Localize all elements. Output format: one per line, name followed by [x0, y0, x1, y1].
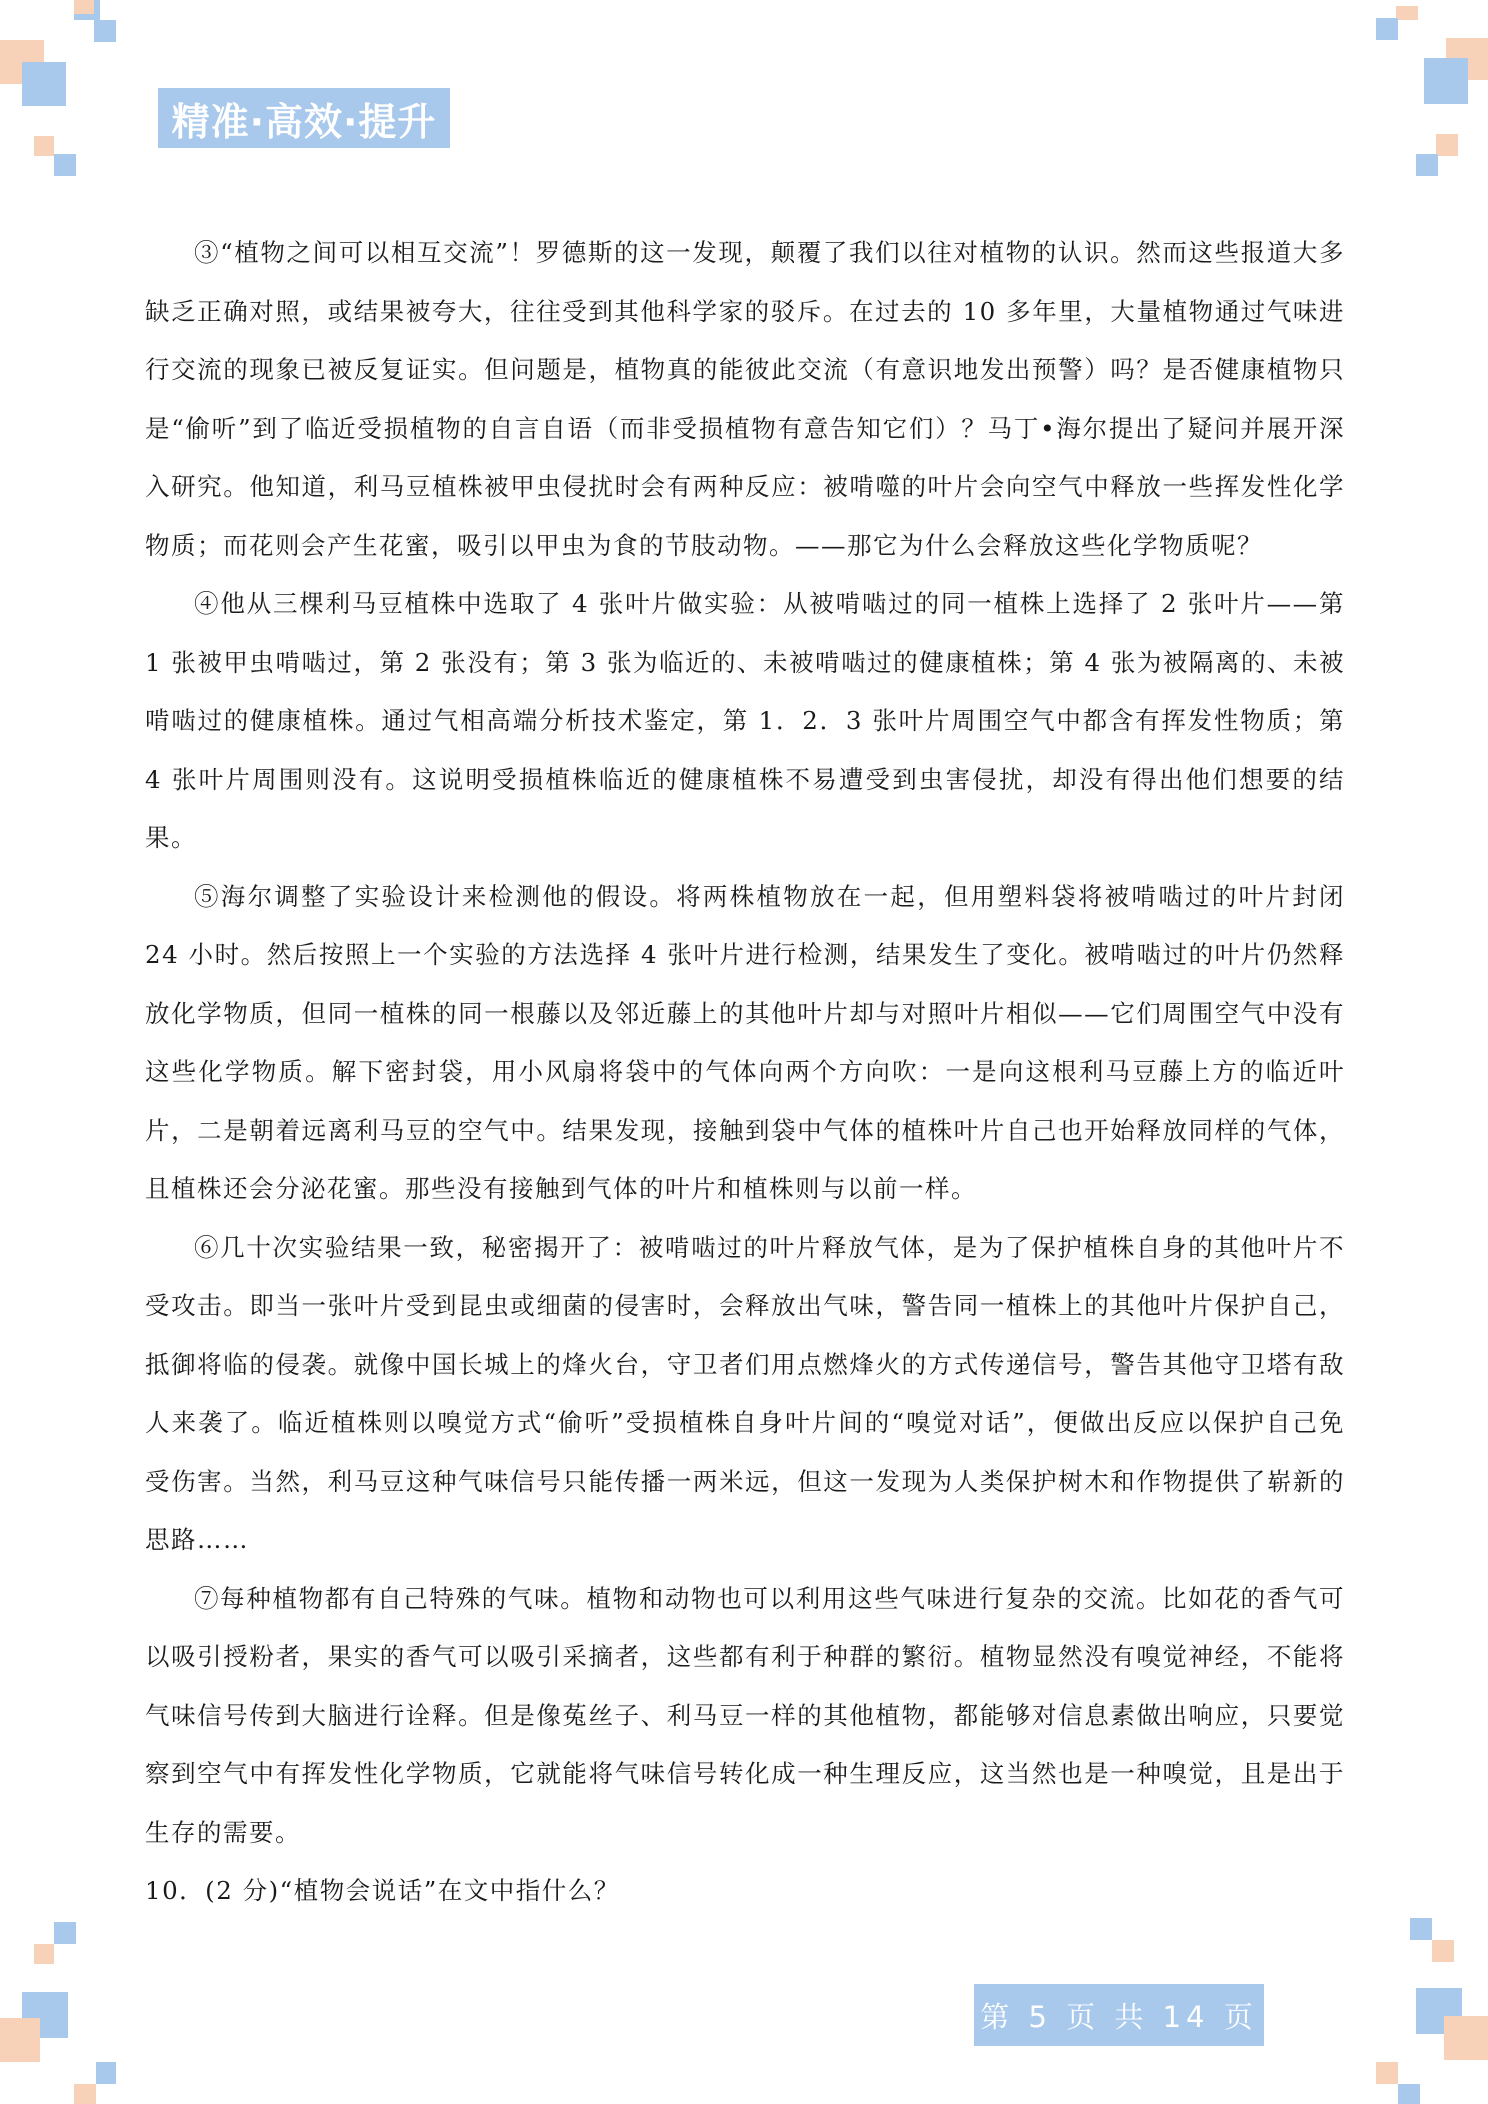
decor-square [1432, 1940, 1454, 1962]
header-banner-text: 精准·高效·提升 [171, 99, 437, 144]
decor-square [1410, 1918, 1432, 1940]
decor-square [54, 154, 76, 176]
decor-square [1376, 2062, 1398, 2084]
paragraph: ⑤海尔调整了实验设计来检测他的假设。将两株植物放在一起，但用塑料袋将被啃啮过的叶片封闭 24 小时。然后按照上一个实验的方法选择 4 张叶片进行检测，结果发生了变化。被啃啮过的叶片仍然释放化学物质，但同一植株的同一根藤以及邻近藤上的其他叶片却与对照叶片相似——它们周围空气中没有这些化学物质。解下密封袋，用小风扇将袋中的气体向两个方向吹：一是向这根利马豆藤上方的临近叶片，二是朝着远离利马豆的空气中。结果发现，接触到袋中气体的植株叶片自己也开始释放同样的气体，且植株还会分泌花蜜。那些没有接触到气体的叶片和植株则与以前一样。 [145, 881, 1345, 1203]
article-body [145, 224, 1345, 1921]
paragraph: ③“植物之间可以相互交流”！罗德斯的这一发现，颠覆了我们以往对植物的认识。然而这些报道大多缺乏正确对照，或结果被夸大，往往受到其他科学家的驳斥。在过去的 10 多年里，大量植物通过气味进行交流的现象已被反复证实。但问题是，植物真的能彼此交流（有意识地发出预警）吗？是否健康植物只是“偷听”到了临近受损植物的自言自语（而非受损植物有意告知它们）？马丁•海尔提出了疑问并展开深入研究。他知道，利马豆植株被甲虫侵扰时会有两种反应：被啃噬的叶片会向空气中释放一些挥发性化学物质；而花则会产生花蜜，吸引以甲虫为食的节肢动物。——那它为什么会释放这些化学物质呢？ [145, 238, 1345, 560]
decor-square [1396, 6, 1418, 20]
question-text: 10．(2 分)“植物会说话”在文中指什么？ [145, 1876, 620, 1905]
page-number-badge [974, 1984, 1264, 2046]
decor-square [1424, 58, 1468, 104]
decor-square [74, 0, 94, 14]
decor-square [94, 20, 116, 42]
decor-square [1444, 2016, 1488, 2060]
decor-square [54, 1922, 76, 1944]
decor-square [96, 2062, 116, 2084]
paragraph: ⑥几十次实验结果一致，秘密揭开了：被啃啮过的叶片释放气体，是为了保护植株自身的其他叶片不受攻击。即当一张叶片受到昆虫或细菌的侵害时，会释放出气味，警告同一植株上的其他叶片保护自己，抵御将临的侵袭。就像中国长城上的烽火台，守卫者们用点燃烽火的方式传递信号，警告其他守卫塔有敌人来袭了。临近植株则以嗅觉方式“偷听”受损植株自身叶片间的“嗅觉对话”，便做出反应以保护自己免受伤害。当然，利马豆这种气味信号只能传播一两米远，但这一发现为人类保护树木和作物提供了崭新的思路…… [145, 1232, 1345, 1554]
decor-square [1436, 134, 1458, 156]
decor-square [1376, 18, 1398, 40]
decor-square [34, 136, 54, 156]
decor-square [34, 1944, 54, 1964]
decor-square [74, 2084, 96, 2104]
page-number: 第 5 页 共 14 页 [980, 1999, 1258, 2034]
paragraph: ⑦每种植物都有自己特殊的气味。植物和动物也可以利用这些气味进行复杂的交流。比如花的香气可以吸引授粉者，果实的香气可以吸引采摘者，这些都有利于种群的繁衍。植物显然没有嗅觉神经，不能将气味信号传到大脑进行诠释。但是像菟丝子、利马豆一样的其他植物，都能够对信息素做出响应，只要觉察到空气中有挥发性化学物质，它就能将气味信号转化成一种生理反应，这当然也是一种嗅觉，且是出于生存的需要。 [145, 1583, 1345, 1847]
paragraph: ④他从三棵利马豆植株中选取了 4 张叶片做实验：从被啃啮过的同一植株上选择了 2 张叶片——第 1 张被甲虫啃啮过，第 2 张没有；第 3 张为临近的、未被啃啮过的健康植株；第 4 张为被隔离的、未被啃啮过的健康植株。通过气相高端分析技术鉴定，第 1．2．3 张叶片周围空气中都含有挥发性物质；第 4 张叶片周围则没有。这说明受损植株临近的健康植株不易遭受到虫害侵扰，却没有得出他们想要的结果。 [145, 589, 1345, 852]
decor-square [1416, 154, 1438, 176]
decor-square [22, 62, 66, 106]
decor-square [1398, 2084, 1420, 2104]
decor-square [0, 2018, 40, 2062]
header-banner [158, 88, 450, 148]
